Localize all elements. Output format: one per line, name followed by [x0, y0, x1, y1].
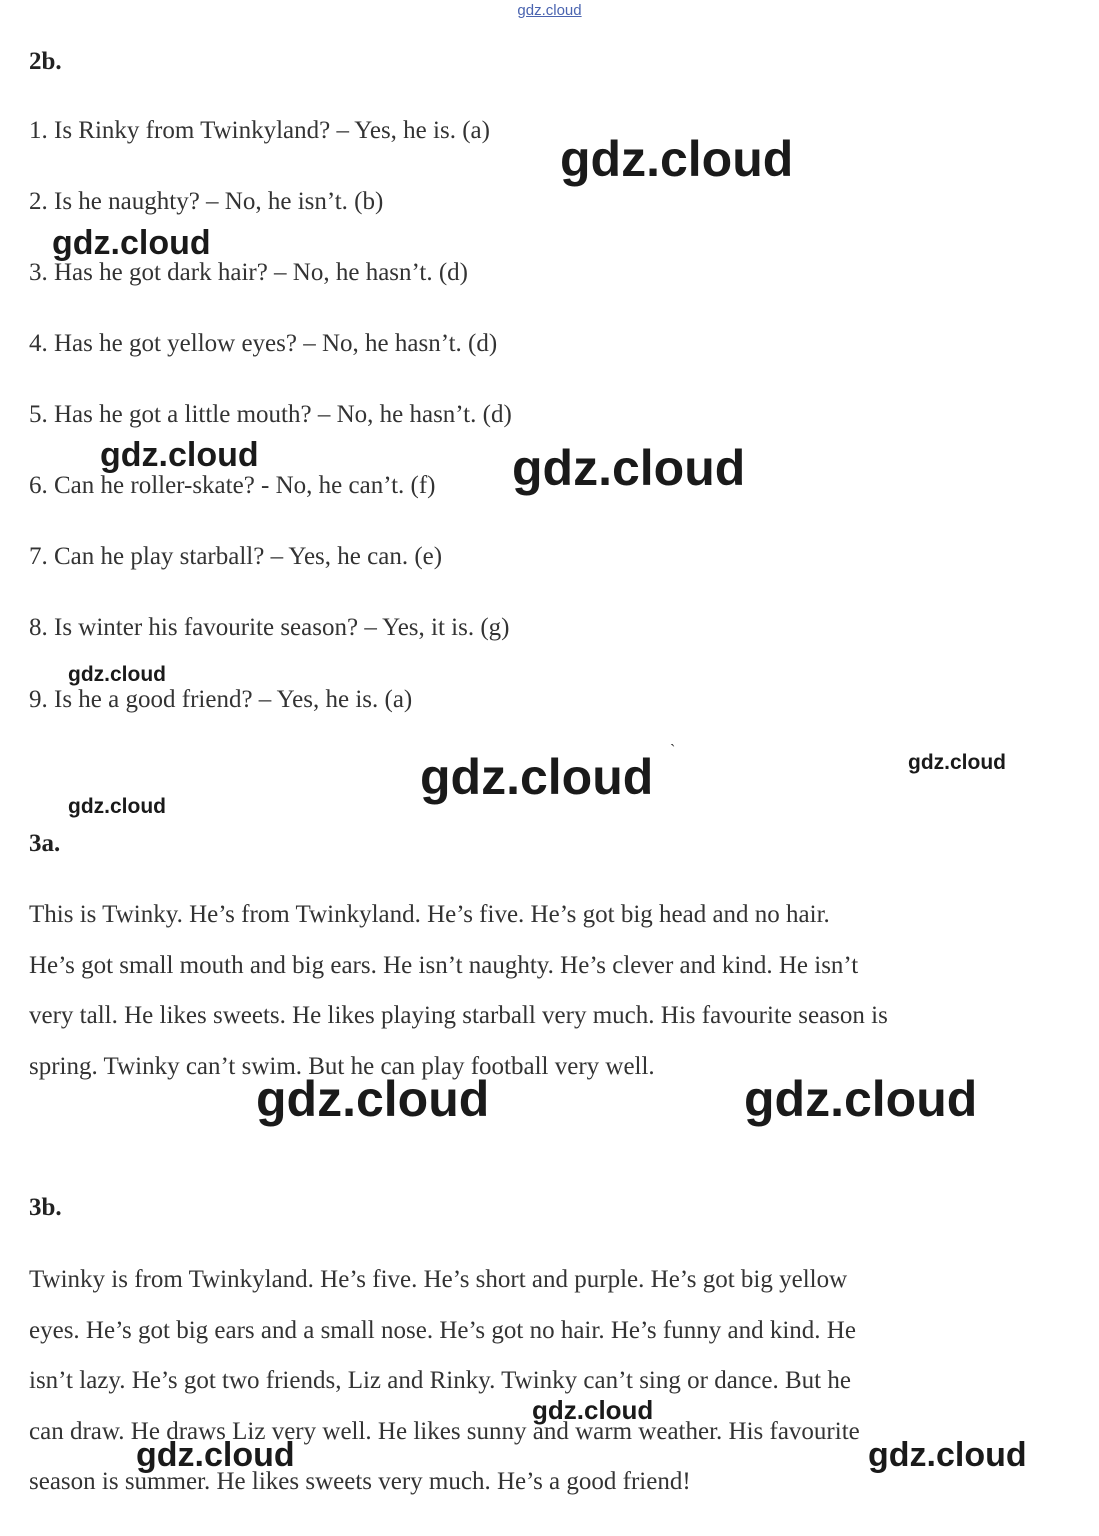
paragraph-line: isn’t lazy. He’s got two friends, Liz and Rinky. Twinky can’t sing or dance. But he	[29, 1367, 851, 1394]
watermark: gdz.cloud	[744, 1071, 978, 1127]
question-line: 6. Can he roller-skate? - No, he can’t. (f)	[29, 472, 436, 499]
section-3a-paragraph	[29, 890, 1039, 1092]
question-line: 9. Is he a good friend? – Yes, he is. (a)	[29, 686, 413, 713]
paragraph-line: He’s got small mouth and big ears. He isn’t naughty. He’s clever and kind. He isn’t	[29, 951, 859, 979]
watermark: gdz.cloud	[868, 1436, 1027, 1474]
question-line: 4. Has he got yellow eyes? – No, he hasn’t. (d)	[29, 330, 498, 357]
watermark: gdz.cloud	[68, 663, 166, 686]
watermark: gdz.cloud	[256, 1071, 490, 1127]
question-line: 8. Is winter his favourite season? – Yes, it is. (g)	[29, 614, 510, 641]
watermark: gdz.cloud	[560, 131, 794, 187]
question-line: 1. Is Rinky from Twinkyland? – Yes, he is. (a)	[29, 117, 490, 144]
section-3a-heading: 3a.	[29, 830, 61, 857]
question-line: 3. Has he got dark hair? – No, he hasn’t. (d)	[29, 259, 469, 286]
paragraph-line: This is Twinky. He’s from Twinkyland. He’s five. He’s got big head and no hair.	[29, 901, 830, 928]
paragraph-line: very tall. He likes sweets. He likes playing starball very much. His favourite season is	[29, 1002, 888, 1029]
paragraph-line: spring. Twinky can’t swim. But he can play football very well.	[29, 1052, 655, 1080]
paragraph-line: eyes. He’s got big ears and a small nose. He’s got no hair. He’s funny and kind. He	[29, 1316, 856, 1344]
paragraph-line: season is summer. He likes sweets very much. He’s a good friend!	[29, 1468, 691, 1495]
watermark: gdz.cloud	[420, 749, 654, 805]
question-line: 5. Has he got a little mouth? – No, he hasn’t. (d)	[29, 401, 512, 428]
watermark: gdz.cloud	[532, 1395, 654, 1425]
section-3b-heading: 3b.	[29, 1194, 62, 1221]
top-site-link[interactable]: gdz.cloud	[517, 2, 582, 19]
watermark: gdz.cloud	[68, 795, 166, 818]
stray-mark: `	[670, 742, 676, 759]
question-line: 7. Can he play starball? – Yes, he can. (e)	[29, 543, 443, 570]
watermark: gdz.cloud	[100, 436, 259, 474]
paragraph-line: can draw. He draws Liz very well. He likes sunny and warm weather. His favourite	[29, 1417, 860, 1445]
section-2b-heading: 2b.	[29, 48, 62, 75]
watermark: gdz.cloud	[136, 1436, 295, 1474]
question-line: 2. Is he naughty? – No, he isn’t. (b)	[29, 188, 384, 215]
watermark: gdz.cloud	[908, 751, 1006, 774]
watermark: gdz.cloud	[512, 440, 746, 496]
paragraph-line: Twinky is from Twinkyland. He’s five. He’s short and purple. He’s got big yellow	[29, 1266, 848, 1293]
watermark: gdz.cloud	[52, 224, 211, 262]
